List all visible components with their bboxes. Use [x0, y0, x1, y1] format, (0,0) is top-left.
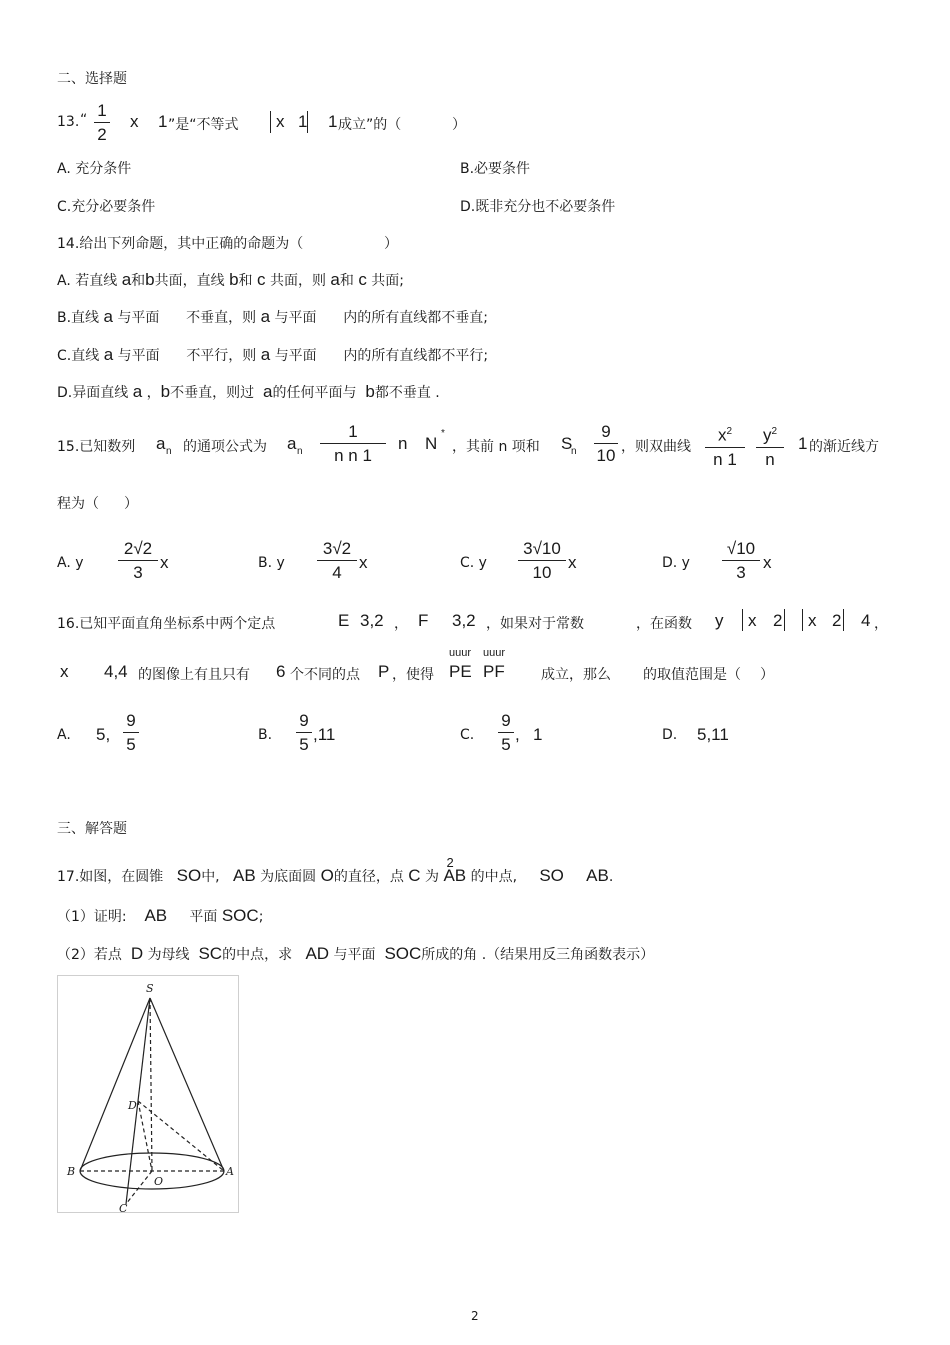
q16-vec-mark1: uuur [449, 647, 472, 659]
q16-mid5: 成立，那么 [541, 667, 611, 683]
q16-stem1: 16.已知平面直角坐标系中两个定点 [57, 616, 276, 632]
q16-abs2-left [802, 609, 803, 631]
q16-PE: PE [449, 662, 472, 681]
q16-option-b-right: ,11 [313, 725, 336, 744]
q15-fraction-y2: $y^2$ n [756, 422, 784, 470]
q15-star: * [441, 428, 445, 439]
q15-option-b-x: x [359, 553, 368, 572]
q15-option-c-label: C. y [460, 555, 487, 571]
q13-option-a: A. 充分条件 [57, 161, 132, 177]
q15-fraction-sum: 9 10 [594, 422, 618, 466]
q13-rhs: 1 [328, 112, 338, 131]
q15-mid2: ，其前 n 项和 [452, 439, 540, 455]
q16-two1: 2 [773, 611, 783, 630]
q15-an-sub: n [166, 446, 172, 457]
q16-mid: ，在函数 [636, 616, 692, 632]
q16-mid3: 个不同的点 [290, 667, 360, 683]
segment-do [138, 1101, 152, 1171]
q13-open-quote: “ [80, 112, 88, 128]
page-number: 2 [471, 1309, 479, 1323]
q16-y: y [715, 611, 724, 630]
q15-n: n [398, 434, 408, 453]
q13-one: 1 [158, 112, 168, 131]
q15-line2: 程为（ [57, 496, 99, 512]
q16-F-coord: 3,2 [452, 611, 476, 630]
q16-option-d-value: 5,11 [697, 725, 729, 744]
q16-x3: x [60, 662, 69, 681]
q15-option-a-x: x [160, 553, 169, 572]
q16-option-b-label: B. [258, 727, 273, 743]
q13-close-paren: ） [452, 117, 466, 133]
segment-oc [126, 1171, 152, 1204]
q15-option-d-x: x [763, 553, 772, 572]
q13-end-text: 成立”的（ [338, 117, 402, 133]
q15-option-b-label: B. y [258, 555, 285, 571]
q15-option-a-label: A. y [57, 555, 84, 571]
cone-axis-so [150, 998, 152, 1171]
q13-option-d: D.既非充分也不必要条件 [460, 199, 616, 215]
q15-option-c-x: x [568, 553, 577, 572]
q14-option-a: A. 若直线 a和b共面，直线 b和 c 共面，则 a和 c 共面; [57, 270, 404, 289]
q16-range: 4,4 [104, 662, 128, 681]
q16-six: 6 [276, 662, 286, 681]
q16-abs2-right [843, 609, 844, 631]
q16-mid4: ，使得 [392, 667, 434, 683]
cone-diagram [58, 976, 238, 1212]
q14-option-b: B.直线 a 与平面 不垂直，则 a 与平面 内的所有直线都不垂直; [57, 307, 488, 326]
q16-x2: x [808, 611, 817, 630]
q15-S: S [561, 434, 573, 453]
q16-E-coord: 3,2 [360, 611, 384, 630]
q16-vec-mark2: uuur [483, 647, 506, 659]
fig-label-c: C [119, 1202, 128, 1212]
q16-P: P [378, 662, 390, 681]
q17-sub1: （1）证明: AB 平面 SOC; [57, 906, 264, 925]
fig-label-b: B [67, 1165, 76, 1178]
cone-figure [57, 975, 239, 1213]
q16-option-a-left: 5, [96, 725, 111, 744]
section-heading-choice: 二、选择题 [57, 71, 127, 87]
q16-option-c-comma: , [515, 725, 520, 744]
fig-label-d: D [128, 1099, 137, 1112]
q17-sub2: （2）若点 D 为母线 SC的中点，求 AD 与平面 SOC所成的角 .（结果用反三角函数表示） [57, 944, 655, 963]
q16-comma2: ，如果对于常数 [486, 616, 584, 632]
q16-mid6: 的取值范围是（ [643, 667, 741, 683]
q13-abs-x: x [276, 112, 285, 131]
q16-four: 4 [861, 611, 871, 630]
q17-line1: 17.如图，在圆锥 SO中, AB 为底面圆 O的直径，点 C 为 2 AB 的中点, SO AB. [57, 855, 614, 885]
q15-option-d-label: D. y [662, 555, 690, 571]
q16-option-b-fraction: 9 5 [296, 711, 312, 755]
q15-option-a-fraction: 2√2 3 [118, 539, 158, 583]
q15-stem-start: 15.已知数列 [57, 439, 136, 455]
q16-option-a-label: A. [57, 727, 71, 743]
q13-abs-right [307, 111, 308, 133]
q13-option-b: B.必要条件 [460, 161, 531, 177]
q14-stem-close: ） [384, 236, 398, 252]
q17-arc-mark: 2 [446, 855, 454, 870]
q15-S-sub: n [571, 446, 577, 457]
q16-option-c-right: 1 [533, 725, 543, 744]
cone-edge-sa [150, 998, 224, 1171]
q15-one: 1 [798, 434, 808, 453]
q16-mid2: 的图像上有且只有 [138, 667, 250, 683]
segment-da [138, 1101, 224, 1171]
q15-mid3: ，则双曲线 [621, 439, 691, 455]
q16-abs1-right [784, 609, 785, 631]
q16-x1: x [748, 611, 757, 630]
q16-option-d-label: D. [662, 727, 678, 743]
q16-F: F [418, 611, 429, 630]
q16-close: ） [760, 667, 774, 683]
q13-abs-1: 1 [298, 112, 308, 131]
q13-mid-text: ”是“不等式 [168, 117, 239, 133]
fig-label-a: A [226, 1165, 234, 1178]
q15-line2-close: ） [124, 496, 138, 512]
q16-option-a-fraction: 9 5 [123, 711, 139, 755]
q15-mid1: 的通项公式为 [183, 439, 267, 455]
q13-abs-left [270, 111, 271, 133]
q15-option-c-fraction: 3√10 10 [518, 539, 566, 583]
fig-label-o: O [154, 1175, 164, 1188]
q14-option-c: C.直线 a 与平面 不平行，则 a 与平面 内的所有直线都不平行; [57, 345, 489, 364]
q15-fraction-general-term: 1 n n 1 [320, 422, 386, 466]
fig-label-s: S [146, 982, 154, 995]
q16-comma3: ， [874, 616, 888, 632]
q15-end: 的渐近线方 [809, 439, 879, 455]
q13-fraction: 1 2 [94, 101, 110, 145]
q15-an2: a [287, 434, 297, 453]
q16-option-c-label: C. [460, 727, 475, 743]
q15-option-d-fraction: √10 3 [722, 539, 760, 583]
section-heading-solution: 三、解答题 [57, 821, 127, 837]
q15-fraction-x2: $x^2$ n 1 [705, 422, 745, 470]
q16-two2: 2 [832, 611, 842, 630]
q15-an: a [156, 434, 166, 453]
q13-option-c: C.充分必要条件 [57, 199, 156, 215]
q16-option-c-fraction: 9 5 [498, 711, 514, 755]
q16-E: E [338, 611, 350, 630]
q13-number: 13. [57, 114, 80, 130]
q13-x: x [130, 112, 139, 131]
q15-N: N [425, 434, 438, 453]
q16-abs1-left [742, 609, 743, 631]
q16-PF: PF [483, 662, 505, 681]
q15-option-b-fraction: 3√2 4 [317, 539, 357, 583]
q14-option-d: D.异面直线 a ，b不垂直，则过 a的任何平面与 b都不垂直 . [57, 382, 440, 401]
q15-an2-sub: n [297, 446, 303, 457]
q16-comma1: ， [394, 616, 408, 632]
q14-stem: 14.给出下列命题，其中正确的命题为（ [57, 236, 304, 252]
